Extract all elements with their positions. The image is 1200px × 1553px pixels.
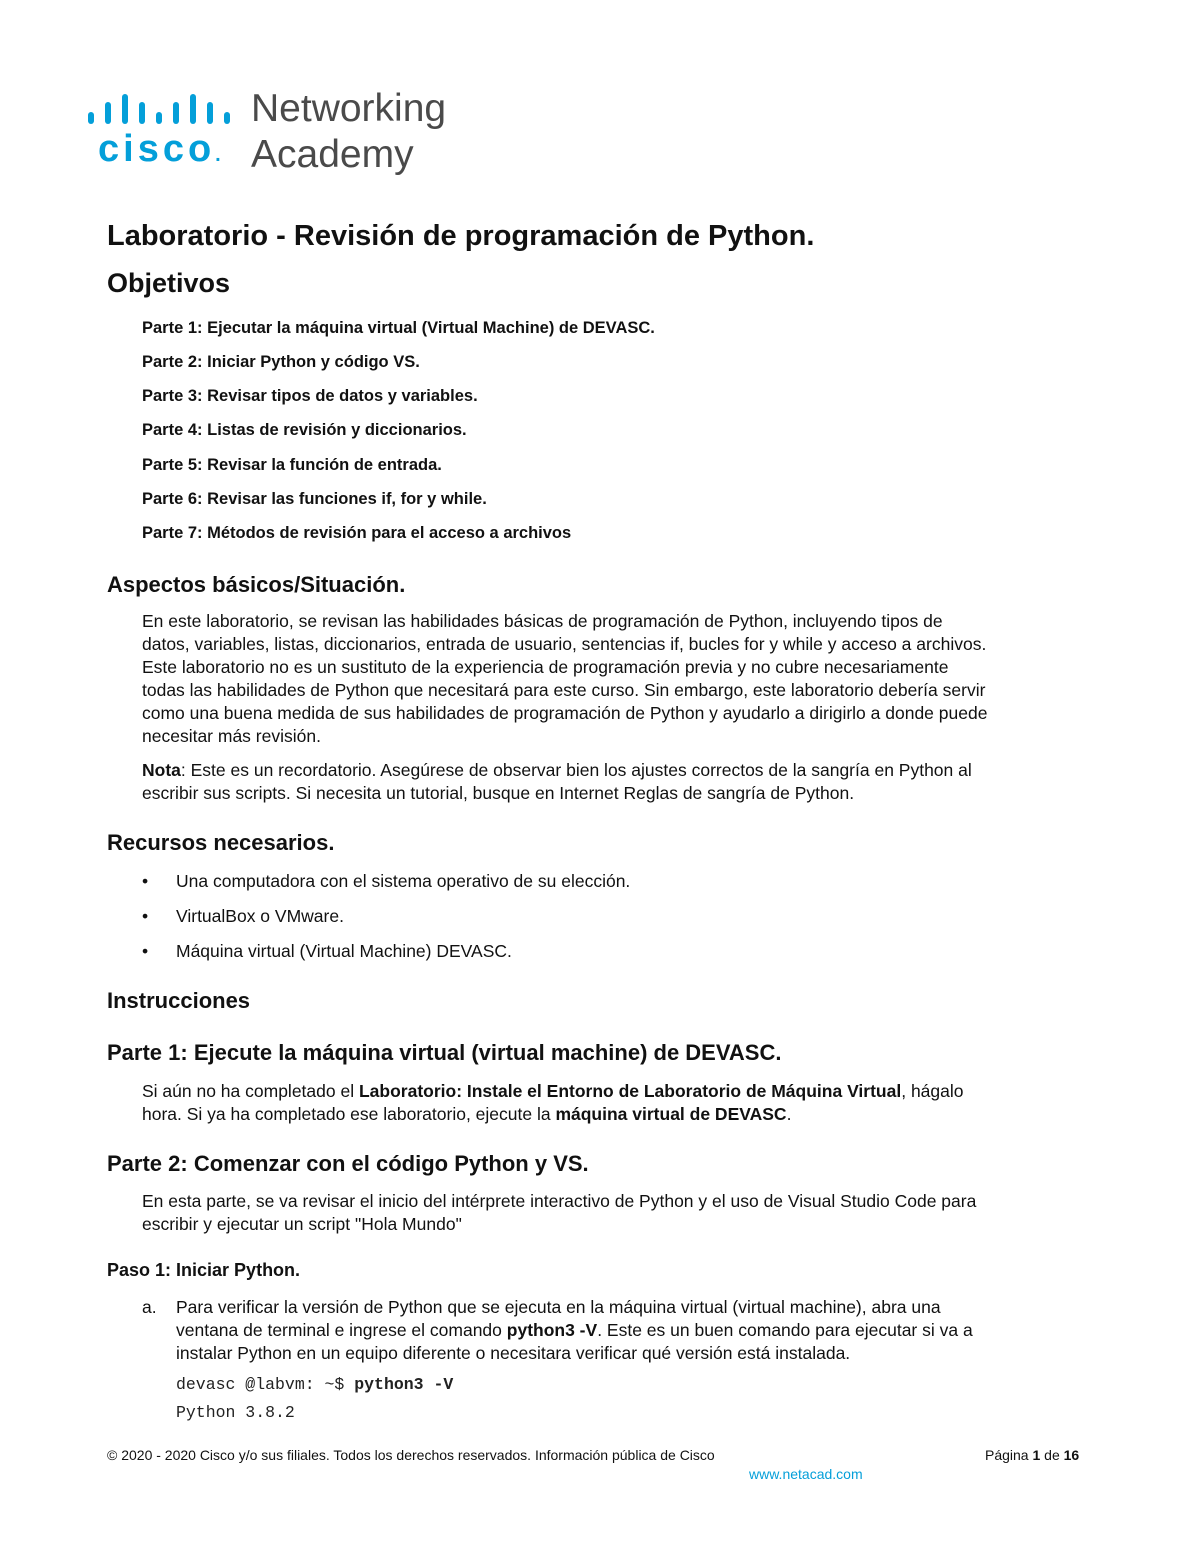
background-heading: Aspectos básicos/Situación.	[107, 572, 406, 597]
objective-item: Parte 2: Iniciar Python y código VS.	[142, 353, 420, 371]
objective-item: Parte 1: Ejecutar la máquina virtual (Virtual Machine) de DEVASC.	[142, 319, 655, 337]
resources-heading: Recursos necesarios.	[107, 830, 335, 855]
objective-item: Parte 5: Revisar la función de entrada.	[142, 456, 442, 474]
objective-item: Parte 7: Métodos de revisión para el acceso a archivos	[142, 524, 572, 542]
terminal-output: Python 3.8.2	[176, 1403, 295, 1422]
list-item: • Máquina virtual (Virtual Machine) DEVASC.	[142, 941, 512, 961]
terminal-command-line: devasc @labvm: ~$ python3 -V	[176, 1375, 454, 1394]
cisco-networking-academy-logo	[88, 88, 488, 183]
cisco-bars-icon	[88, 94, 228, 124]
cisco-wordmark: cisco.	[98, 128, 221, 170]
footer-url-link[interactable]: www.netacad.com	[749, 1466, 863, 1482]
page-title: Laboratorio - Revisión de programación de Python.	[107, 220, 815, 252]
objective-item: Parte 4: Listas de revisión y diccionarios.	[142, 421, 467, 439]
footer-copyright: © 2020 - 2020 Cisco y/o sus filiales. Todos los derechos reservados. Información pública de Cisco	[107, 1447, 715, 1463]
instructions-heading: Instrucciones	[107, 988, 251, 1013]
background-paragraph: En este laboratorio, se revisan las habilidades básicas de programación de Python, incluyendo tipos de datos, variables, listas, diccionarios, entrada de usuario, sentencias if, bucles for y while y acceso a archivos. Este laboratorio no es un sustituto de la experiencia de programación previa y no cubre necesariamente todas las habilidades de Python que necesitará para este curso. Sin embargo, este laboratorio debería servir como una buena medida de sus habilidades de programación de Python y ayudarlo a dirigirlo a donde puede necesitar más revisión.	[142, 611, 988, 746]
part1-heading: Parte 1: Ejecute la máquina virtual (virtual machine) de DEVASC.	[107, 1040, 782, 1065]
objective-item: Parte 3: Revisar tipos de datos y variables.	[142, 387, 478, 405]
objectives-heading: Objetivos	[107, 268, 231, 298]
step1-item-a: a. Para verificar la versión de Python que se ejecuta en la máquina virtual (virtual machine), abra una ventana de terminal e ingrese el comando python3 -V. Este es un buen comando para ejecutar si va a instalar Python en un equipo diferente o necesitara verificar qué versión está instalada.	[142, 1297, 973, 1363]
footer-page-number: Página 1 de 16	[985, 1447, 1080, 1463]
step1-heading: Paso 1: Iniciar Python.	[107, 1260, 301, 1280]
note-paragraph: Nota: Este es un recordatorio. Asegúrese de observar bien los ajustes correctos de la sangría en Python al escribir sus scripts. Si necesita un tutorial, busque en Internet Reglas de sangría de Python.	[142, 760, 972, 803]
part2-paragraph: En esta parte, se va revisar el inicio del intérprete interactivo de Python y el uso de Visual Studio Code para escribir y ejecutar un script "Hola Mundo"	[142, 1191, 977, 1234]
part1-paragraph: Si aún no ha completado el Laboratorio: Instale el Entorno de Laboratorio de Máquina Virtual, hágalo hora. Si ya ha completado ese laboratorio, ejecute la máquina virtual de DEVASC.	[142, 1081, 964, 1124]
part2-heading: Parte 2: Comenzar con el código Python y VS.	[107, 1151, 589, 1176]
list-item: • VirtualBox o VMware.	[142, 906, 344, 926]
list-item: • Una computadora con el sistema operativo de su elección.	[142, 871, 631, 891]
objective-item: Parte 6: Revisar las funciones if, for y while.	[142, 490, 487, 508]
networking-academy-wordmark: Networking Academy	[251, 87, 447, 176]
